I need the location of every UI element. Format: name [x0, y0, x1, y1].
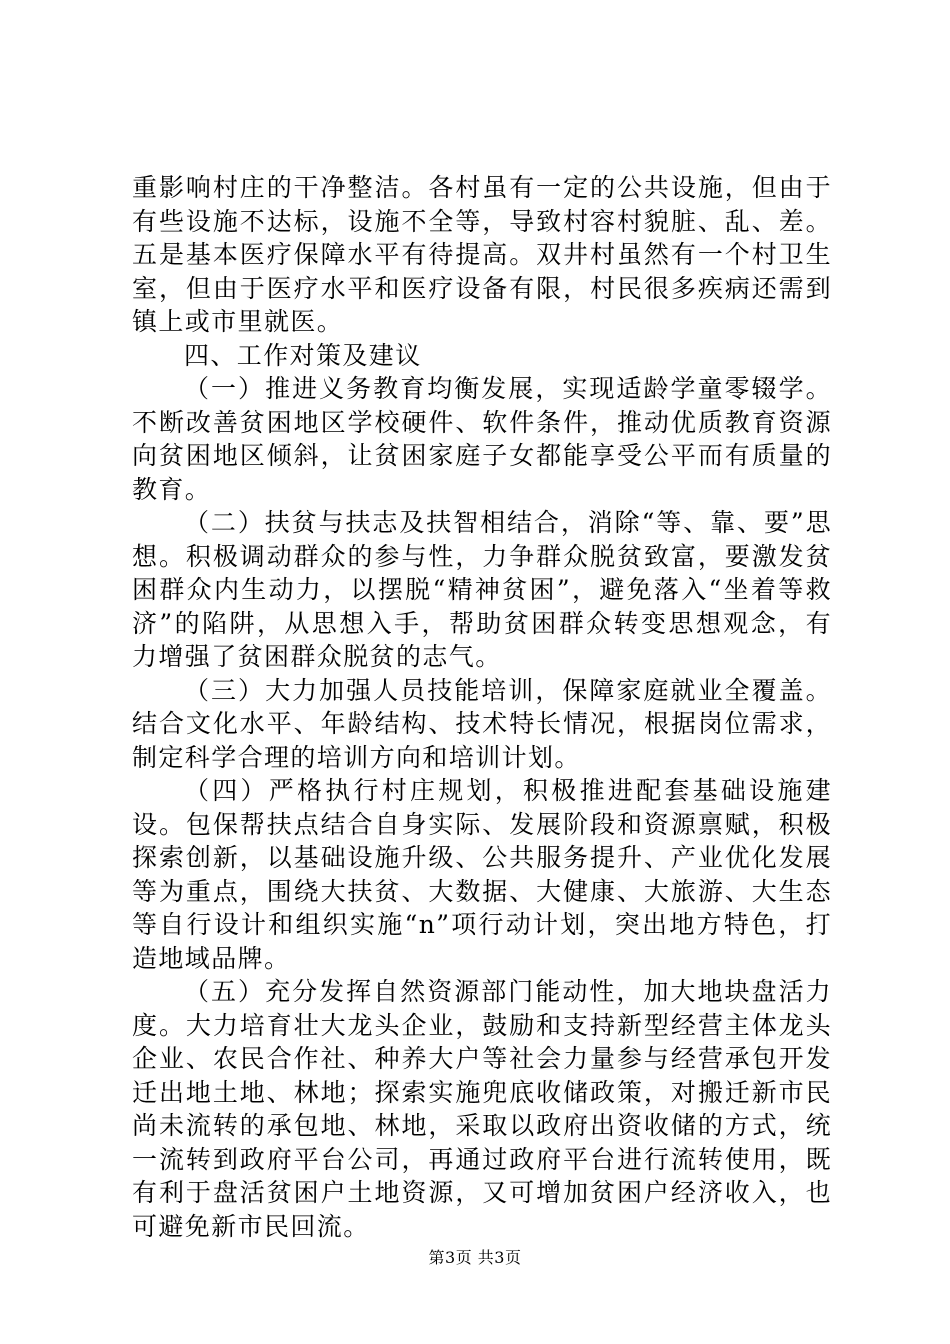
page-footer: 第3页 共3页 — [428, 1248, 522, 1267]
paragraph-continuation: 重影响村庄的干净整洁。各村虽有一定的公共设施，但由于有些设施不达标，设施不全等，导致村容村貌脏、乱、差。五是基本医疗保障水平有待提高。双井村虽然有一个村卫生室，但由于医疗水平和医疗设备有限，村民很多疾病还需到镇上或市里就医。 — [132, 173, 832, 336]
document-body — [132, 171, 832, 1243]
paragraph-item-3: （三）大力加强人员技能培训，保障家庭就业全覆盖。结合文化水平、年龄结构、技术特长情况，根据岗位需求，制定科学合理的培训方向和培训计划。 — [132, 675, 832, 772]
paragraph-item-5: （五）充分发挥自然资源部门能动性，加大地块盘活力度。大力培育壮大龙头企业，鼓励和支持新型经营主体龙头企业、农民合作社、种养大户等社会力量参与经营承包开发迁出地土地、林地；探索实施兜底收储政策，对搬迁新市民尚未流转的承包地、林地，采取以政府出资收储的方式，统一流转到政府平台公司，再通过政府平台进行流转使用，既有利于盘活贫困户土地资源，又可增加贫困户经济收入，也可避免新市民回流。 — [132, 977, 832, 1241]
section-heading: 四、工作对策及建议 — [184, 340, 422, 370]
paragraph-item-4: （四）严格执行村庄规划，积极推进配套基础设施建设。包保帮扶点结合自身实际、发展阶段和资源禀赋，积极探索创新，以基础设施升级、公共服务提升、产业优化发展等为重点，围绕大扶贫、大数据、大健康、大旅游、大生态等自行设计和组织实施“n”项行动计划，突出地方特色，打造地域品牌。 — [132, 776, 832, 973]
paragraph-item-2: （二）扶贫与扶志及扶智相结合，消除“等、靠、要”思想。积极调动群众的参与性，力争群众脱贫致富，要激发贫困群众内生动力，以摆脱“精神贫困”，避免落入“坐着等救济”的陷阱，从思想入手，帮助贫困群众转变思想观念，有力增强了贫困群众脱贫的志气。 — [132, 508, 832, 671]
paragraph-item-1: （一）推进义务教育均衡发展，实现适龄学童零辍学。不断改善贫困地区学校硬件、软件条件，推动优质教育资源向贫困地区倾斜，让贫困家庭子女都能享受公平而有质量的教育。 — [132, 374, 832, 504]
